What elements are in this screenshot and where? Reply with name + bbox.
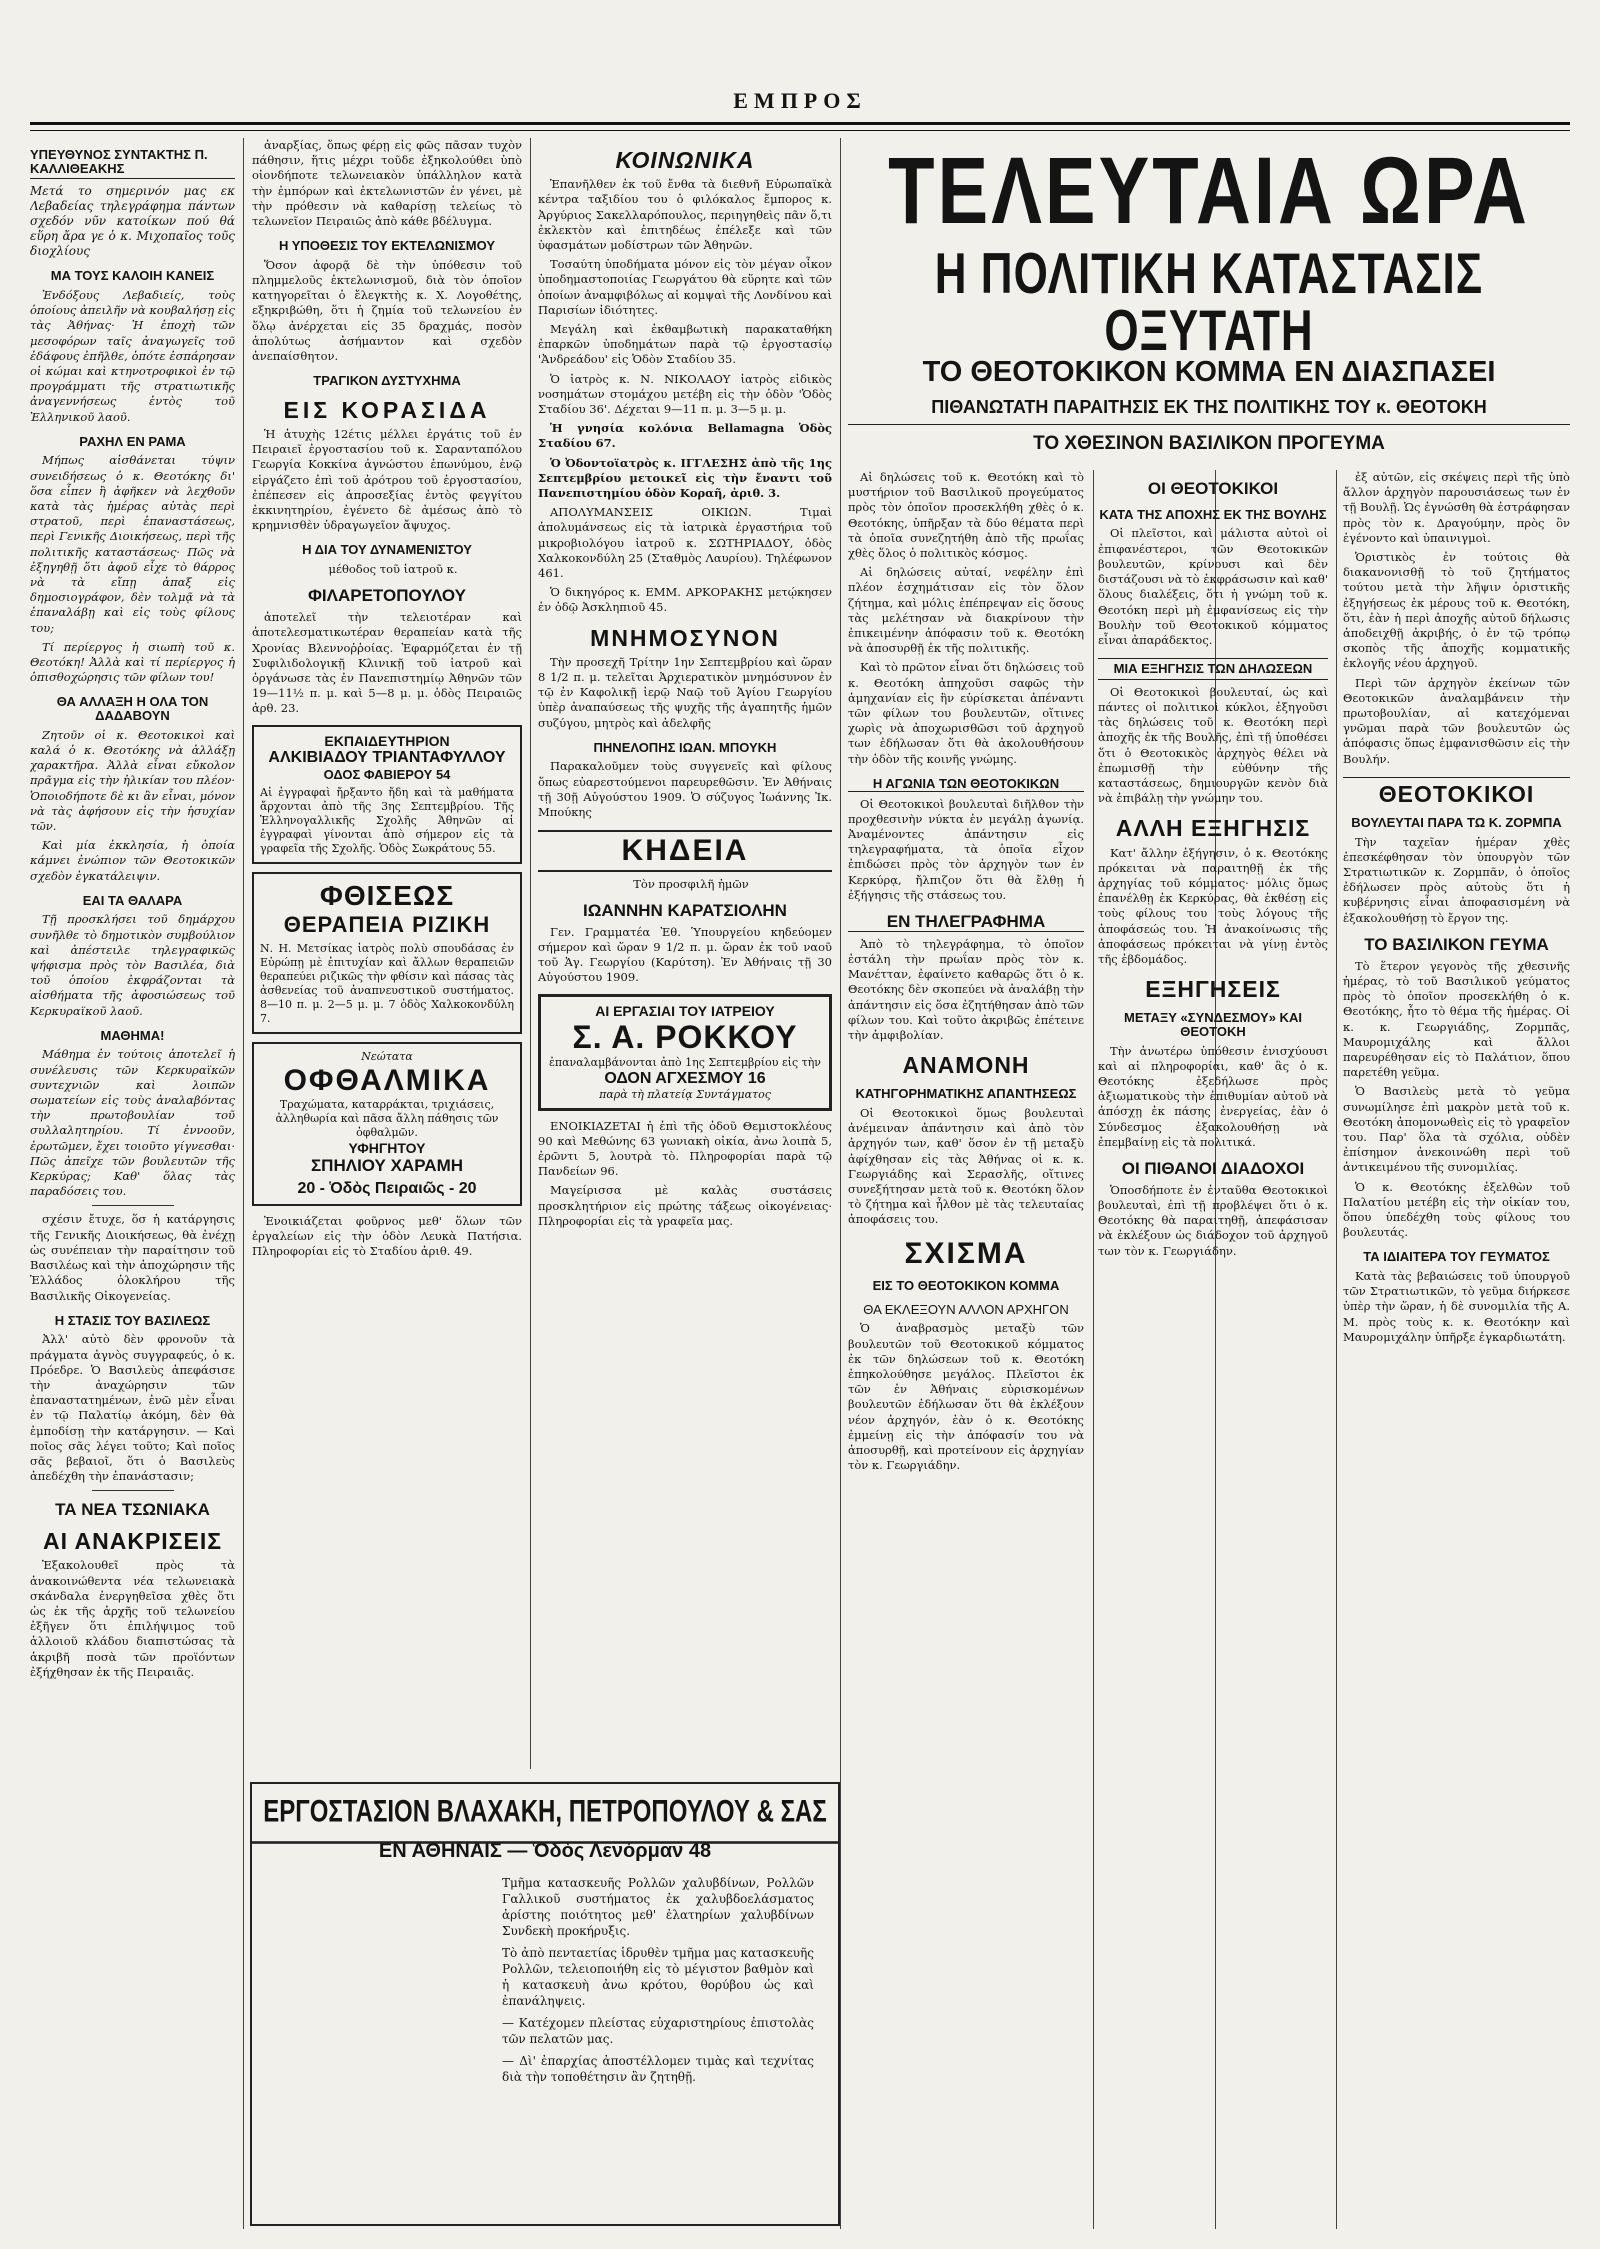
ad-address: ΟΔΟΝ ΑΓΧΕΣΜΟΥ 16 [604, 1069, 766, 1087]
article-text: ΑΠΟΛΥΜΑΝΣΕΙΣ ΟΙΚΙΩΝ. Τιμαὶ ἀπολυμάνσεως εἰς τὰ ἰατρικὰ ἐργαστήρια τοῦ μικροβιολόγου ἰατροῦ κ. ΣΩΤΗΡΙΑΔΟΥ, ὁδὸς Χαλκοκονδύλη 25 (Σταθμὸς Λαυρίου). Τηλέφωνον 461. [538, 505, 832, 581]
factory-ad [250, 1782, 840, 2226]
article-text: Τῇ προσκλήσει τοῦ δημάρχου συνῆλθε τὸ δημοτικὸν συμβούλιον καὶ ἀπέστειλε τηλεγραφικῶς ψήφισμα πρὸς τὸν Βασιλέα, διὰ τοῦ ὁποίου ἐκφράζονται τὰ αἰσθήματα τῆς ἀφοσιώσεως τοῦ Κερκυραϊκοῦ λαοῦ. [30, 912, 235, 1018]
column-1 [30, 138, 235, 2229]
column-divider [840, 138, 841, 2229]
article-text: Τὸν προσφιλῆ ἡμῶν [633, 876, 749, 891]
article-text: Οἱ Θεοτοκικοὶ ὅμως βουλευταὶ ἀνέμειναν ἀπάντησιν καὶ ἀπὸ τὸν ἀρχηγόν των, καθ' ὅσον ἐν τῇ μεταξὺ ἀφίχθησαν εἰς τὰς Ἀθήνας οἱ κ. κ. Γεωργιάδης καὶ Σερασλῆς, οἵτινες συνεξήτησαν μετὰ τοῦ κ. Θεοτόκη ὅλον τὸ ζήτημα καὶ ἦλθον μὲ τὰς τελευταίας ἀποφάσεις του. [848, 1105, 1084, 1227]
article-text: μέθοδος τοῦ ἰατροῦ κ. [328, 562, 458, 577]
section-heading: ΤΑ ΙΔΙΑΙΤΕΡΑ ΤΟΥ ΓΕΥΜΑΤΟΣ [1363, 1249, 1550, 1265]
section-heading: ΕΙΣ ΤΟ ΘΕΟΤΟΚΙΚΟΝ ΚΟΜΜΑ [872, 1278, 1060, 1294]
ad-note: παρὰ τὴ πλατείᾳ Συντάγματος [599, 1087, 771, 1101]
column-divider [243, 138, 244, 2229]
article-text: Ἐξακολουθεῖ πρὸς τὰ ἀνακοινώθεντα νέα τελωνειακὰ σκάνδαλα ἐνεργηθεῖσα χθὲς ὅτι ὡς ἐκ τῆς ἀρχῆς τοῦ τελωνείου ἐξῆγεν ὅτι ἐπιλήψιμος τοῦ ἀλλοιοῦ κλάδου διαπιστώσας τὰ ἀκριβῆ ποσὰ τῶν προϊόντων ἐξήχθησαν ἐκ τῆς Πειραιᾶς. [30, 1558, 235, 1679]
article-text: ἀναρξίας, ὅπως φέρῃ εἰς φῶς πᾶσαν τυχὸν πάθησιν, ἥτις μέχρι τοῦδε ἐξηκολούθει ὑπὸ οἰονδήποτε τελωνειακὸν ὑπάλληλον κατὰ τὴν ἐμπόρων καὶ ἐκτελωνιστῶν ἐν γένει, μὲ τὴν πρόθεσιν νὰ καθαρίσῃ τελείως τὸ τελωνεῖον Πειραιῶς ἀπὸ κάθε βδέλυγμα. [252, 138, 522, 229]
article-text: Τοσαύτη ὑποδήματα μόνον εἰς τὸν μέγαν οἶκον ὑποδημαστοποιίας Γεωργάτου θὰ εὕρητε καὶ τῶν ὁποίων ἀναμφιβόλως αἱ κομψαὶ τῆς Λονδίνου καὶ Παρισίων ἰδιότητες. [538, 257, 832, 317]
article-text: Ὁ Ὀδοντοϊατρὸς κ. ΙΓΓΛΕΣΗΣ ἀπὸ τῆς 1ης Σεπτεμβρίου μετοικεῖ εἰς τὴν ἔναντι τοῦ Πανεπιστημίου ὁδὸν Κοραῆ, ἀριθ. 3. [538, 455, 832, 500]
section-heading: Η ΥΠΟΘΕΣΙΣ ΤΟΥ ΕΚΤΕΛΩΝΙΣΜΟΥ [278, 238, 496, 254]
phthisis-ad [252, 872, 522, 1034]
section-heading: ΒΟΥΛΕΥΤΑΙ ΠΑΡΑ ΤΩ Κ. ΖΟΡΜΠΑ [1351, 815, 1562, 830]
article-text: Ὁ δικηγόρος κ. ΕΜΜ. ΑΡΚΟΡΑΚΗΣ μετῴκησεν ἐν ὁδῷ Ἀσκληπιοῦ 45. [538, 585, 832, 615]
section-heading: ΚΟΙΝΩΝΙΚΑ [615, 147, 755, 173]
section-heading: ΚΑΤΗΓΟΡΗΜΑΤΙΚΗΣ ΑΠΑΝΤΗΣΕΩΣ [855, 1086, 1077, 1102]
article-text: Ἐνοικιάζεται φοῦρνος μεθ' ὅλων τῶν ἐργαλείων εἰς τὴν ὁδὸν Λευκὰ Πατήσια. Πληροφορίαι εἰς τὸ Σταδίου ἀριθ. 49. [252, 1213, 522, 1258]
article-text: Ἀπὸ τὸ τηλεγράφημα, τὸ ὁποῖον ἐστάλη τὴν πρωΐαν πρὸς τὸν κ. Μανέτταν, ἐφαίνετο καθαρῶς ὅτι ὁ κ. Θεοτόκης δὲν σκοπεύει νὰ ἀναλάβῃ τὴν ἀπάντησιν εἰς ὅσα ἐζητήθησαν ἀπὸ τῶν φίλων του. Καὶ τοῦτο ἀκριβῶς ἐπέτεινε τὴν ἀμφιβολίαν. [848, 936, 1084, 1042]
banner-subheadline: ΠΙΘΑΝΩΤΑΤΗ ΠΑΡΑΙΤΗΣΙΣ ΕΚ ΤΗΣ ΠΟΛΙΤΙΚΗΣ ΤΟΥ κ. ΘΕΟΤΟΚΗ [848, 397, 1570, 425]
divider [92, 1205, 174, 1206]
column-3 [538, 138, 832, 1769]
article-text: Ὁ κ. Θεοτόκης ἐξελθὼν τοῦ Παλατίου μετέβη εἰς τὴν οἰκίαν του, ὅπου ὑπεδέχθη τοὺς φίλους του βουλευτάς. [1343, 1179, 1570, 1240]
ad-subtitle: ΕΝ ΑΘΗΝΑΙΣ — Ὁδὸς Λενόρμαν 48 [378, 1840, 712, 1862]
ad-text: Ν. Η. Μετσίκας ἰατρὸς πολὺ σπουδάσας ἐν Εὐρώπῃ μὲ ἐπιτυχίαν καὶ ἄλλων θεραπειῶν θεραπεύει ριζικῶς τὴν φθίσιν καὶ πάσας τὰς ἀσθενείας τοῦ ἀναπνευστικοῦ συστήματος. 8—10 π. μ. 2—5 μ. μ. 7 ὁδὸς Χαλκοκονδύλη 7. [260, 941, 514, 1025]
article-text: Ἀλλ' αὐτὸ δὲν φρονοῦν τὰ πράγματα ἀγνὸς συγγραφεύς, ὁ κ. Πρόεδρε. Ὁ Βασιλεὺς ἀπεφάσισε τὴν ἀναχώρησιν τῶν ἐπαναστατημένων, ἐνῶ μὲν εἶναι ἐν τῷ Παλατίῳ ἀκόμη, δὲν θὰ ἐμποδίσῃ τὴν κατάργησιν. — Καὶ ποῖος σᾶς λέγει τοῦτο; Καὶ ποῖος σᾶς βεβαιοῖ, ὅτι ὁ Βασιλεὺς ἀπεδέχθη τὴν ἐπανάστασιν; [30, 1332, 235, 1484]
article-text: Αἱ δηλώσεις τοῦ κ. Θεοτόκη καὶ τὸ μυστήριον τοῦ Βασιλικοῦ προγεύματος πρὸς τὸν ὁποῖον προσεκλήθη χθὲς ὁ κ. Θεοτόκης, ὑπῆρξαν τὰ δύο θέματα περὶ τὰ ὁποῖα συνεζητήθη ἀπὸ τῆς πρωΐας χθὲς ὅλος ὁ πολιτικὸς κόσμος. [848, 470, 1084, 561]
article-text: Τὴν προσεχῆ Τρίτην 1ην Σεπτεμβρίου καὶ ὥραν 8 1/2 π. μ. τελεῖται Ἀρχιερατικὸν μνημόσυνον ἐν τῷ ἐν Καφολικῇ ἱερῷ Ναῷ τοῦ Ἁγίου Γεωργίου ὑπὲρ ἀναπαύσεως τῆς ψυχῆς τῆς ἀγαπητῆς ἡμῶν συζύγου, μητρὸς καὶ ἀδελφῆς [538, 654, 832, 730]
main-column-2 [1098, 470, 1328, 2229]
ad-title: ΑΙ ΕΡΓΑΣΙΑΙ ΤΟΥ ΙΑΤΡΕΙΟΥ [595, 1002, 775, 1019]
section-heading: ΑΝΑΜΟΝΗ [902, 1052, 1030, 1079]
article-text: Ὅσον ἀφορᾷ δὲ τὴν ὑπόθεσιν τοῦ πλημμελοῦς ἐκτελωνισμοῦ, διὰ τὸν ὁποῖον κατηγορεῖται ὁ ἔλεγκτὴς κ. Χ. Λογοθέτης, εξηκριβώθη, ὅτι ἡ ζημία τοῦ τελωνείου ἐν ὅλῳ ἀνέρχεται εἰς 35 δραχμάς, ποσὸν ἀπολύτως ἀσήμαντον καὶ σχεδὸν ἀνεπαίσθητον. [252, 257, 522, 364]
article-text: Μάθημα ἐν τούτοις ἀποτελεῖ ἡ συνέλευσις τῶν Κερκυραϊκῶν συντεχνιῶν καὶ λοιπῶν σωματείων εἰς τοὺς ἀναλαβόντας τὴν πρωτοβουλίαν τοῦ συλλαλητηρίου. Τί ἐννοοῦν, ἐρωτῶμεν, ἔχει τοιοῦτο γίγνεσθαι· Πῶς ἀπεῖχε τῶν βουλευτῶν τῆς Κερκύρας; Καθ' ὅλας τὰς παραδόσεις του. [30, 1047, 235, 1199]
article-text: Μήπως αἰσθάνεται τύψιν συνειδήσεως ὁ κ. Θεοτόκης δι' ὅσα εἶπεν ἢ ἀφῆκεν νὰ λεχθοῦν κατὰ τὰς ἡμέρας αὐτὰς περὶ στρατοῦ, περὶ ἐπαναστάσεως, περὶ Γενικῆς Διοικήσεως, περὶ τῆς πολιτικῆς καταστάσεως· Πῶς νὰ ἐξηγηθῇ ὅτι ἀφοῦ εἶχε τὸ θάρρος νὰ τὰ εἴπῃ ἁπαξ εἰς δημοσιογράφον, δὲν τολμᾷ νὰ τὰ ἐπαναλάβῃ καὶ εἰς τοὺς φίλους του; [30, 453, 235, 635]
editor-line: ΥΠΕΥΘΥΝΟΣ ΣΥΝΤΑΚΤΗΣ Π. ΚΑΛΛΙΘΕΑΚΗΣ [30, 148, 235, 179]
section-heading: ΘΑ ΕΚΛΕΞΟΥΝ ΑΛΛΟΝ ΑΡΧΗΓΟΝ [863, 1301, 1069, 1317]
ad-title: ΕΡΓΟΣΤΑΣΙΟΝ ΒΛΑΧΑΚΗ, ΠΕΤΡΟΠΟΥΛΟΥ & ΣΑΣ [252, 1784, 838, 1844]
article-text: Οἱ Θεοτοκικοὶ βουλευταὶ διῆλθον τὴν προχθεσινὴν νύκτα ἐν μεγάλῃ ἀγωνίᾳ. Ἀναμένοντες ἀπάντησιν εἰς τηλεγραφήματα, τὰ ὁποῖα εἶχον ἐπιδώσει πρὸς τὸν ἀρχηγὸν των ἐν Κερκύρᾳ, ἤλπιζον ὅτι θὰ ἔλθῃ ἡ ἐξήγησις τῆς στάσεως του. [848, 796, 1084, 902]
main-columns [848, 470, 1570, 2229]
name-line: ΙΩΑΝΝΗΝ ΚΑΡΑΤΣΙΟΛΗΝ [583, 900, 787, 920]
banner-headline: Η ΠΟΛΙΤΙΚΗ ΚΑΤΑΣΤΑΣΙΣ ΟΞΥΤΑΤΗ [934, 242, 1484, 363]
article-text: Ὁποσδήποτε ἐν ἐνταῦθα Θεοτοκικοὶ βουλευταὶ, ἐπὶ τῇ προβλέψει ὅτι ὁ κ. Θεοτόκης θὰ παραιτηθῇ, ἀπεφάσισαν νὰ ἐκλέξουν ὡς διάδοχον τοῦ ἀρχηγοῦ των τὸν κ. Γεωργιάδην. [1098, 1182, 1328, 1258]
article-text: Μεγάλη καὶ ἐκθαμβωτικὴ παρακαταθήκη ἐπαρκῶν ὑποδημάτων παρὰ τῷ ἐργοστασίῳ 'Ἀνδρεάδου' εἰς Ὁδὸν Σταδίου 35. [538, 321, 832, 367]
ad-name: Σ. Α. ΡΟΚΚΟΥ [572, 1018, 798, 1055]
ad-name: ΥΦΗΓΗΤΟΥ [348, 1139, 426, 1156]
article-text: ἀποτελεῖ τὴν τελειοτέραν καὶ ἀποτελεσματικωτέραν θεραπείαν κατὰ τῆς Χρονίας Βλεννοῤῥοίας. Ἐφαρμόζεται ἐν τῇ Συφιλιδολογικῇ Κλινικῇ τοῦ ἰατροῦ καὶ ὀργάνωσε τὰς ἐν Πανεπιστημίῳ Ἀθηνῶν τῶν 19—11½ π. μ. καὶ 5—8 μ. μ. ὁδὸς Πειραιῶς ἀρθ. 23. [252, 610, 522, 716]
article-text: Καὶ μία ἐκκλησία, ἡ ὁποία κάμνει ἐνώπιον τῶν Θεοτοκικῶν σχεδὸν ἐγκατάλειψιν. [30, 838, 235, 883]
masthead-rule [30, 122, 1570, 125]
section-heading: ΤΡΑΓΙΚΟΝ ΔΥΣΤΥΧΗΜΑ [313, 373, 461, 389]
banner-subheadline: ΤΟ ΧΘΕΣΙΝΟΝ ΒΑΣΙΛΙΚΟΝ ΠΡΟΓΕΥΜΑ [1033, 433, 1385, 454]
ad-text: Τμῆμα κατασκευῆς Ρολλῶν χαλυβδίνων, Ρολλῶν Γαλλικοῦ συστήματος ἐκ χαλυβδοελάσματος ἀρίστης ποιότητος μεθ' ἐλατηρίων χαλυβδίνων Συνδεκὴ προκήρυξις. [502, 1876, 814, 1938]
article-text: Τὴν ταχεῖαν ἡμέραν χθὲς ἐπεσκέφθησαν τὸν ὑπουργὸν τῶν Στρατιωτικῶν κ. Ζορμπᾶν, ὁ ὁποῖος ἐδήλωσεν πρὸς αὐτοὺς ὅτι ἡ κυβέρνησις εἶναι ἀποφασισμένη νὰ ἐξακολουθήσῃ τὸ ἔργον της. [1343, 834, 1570, 925]
main-column-3 [1336, 470, 1570, 2229]
column-divider [530, 138, 531, 1769]
section-heading: ΕΞΗΓΗΣΕΙΣ [1145, 976, 1281, 1003]
article-text: Αἱ δηλώσεις αὐταί, νεφέλην ἐπὶ πλέον ἐσχημάτισαν εἰς τὸν ὅλον ζήτημα, καὶ μόλις ἐπέπρεψαν εἰς ὅσους τὰς μελέτησαν νὰ διακρίνουν τὴν ἐπικειμένην ἀπόφασιν τοῦ κ. Θεοτόκη νὰ ἀποσυρθῇ ἐκ τῆς πολιτικῆς. [848, 565, 1084, 656]
masthead: ΕΜΠΡΟΣ [733, 88, 867, 113]
ad-title: ΦΘΙΣΕΩΣ [319, 879, 455, 911]
ad-text: Τὸ ἀπὸ πενταετίας ἱδρυθὲν τμῆμα μας κατασκευῆς Ρολλῶν, τελειοποιήθη εἰς τὸ μέγιστον βαθμὸν καὶ ἡ κατασκευὴ ἀνω κρότου, θορύβου ὡς καὶ ἐπανάληψεις. [502, 1946, 814, 2008]
article-text: σχέσιν ἔτυχε, ὅσ ἡ κατάργησις τῆς Γενικῆς Διοικήσεως, θὰ ἐνέχῃ ὡς συνέπειαν τὴν παραίτησιν τοῦ Βασιλέως καὶ τὴν ἀποχώρησιν τῆς Ἐλλάδος ὁλοκλήρου τῆς Βασιλικῆς Οἰκογενείας. [30, 1212, 235, 1303]
section-heading: ΑΙ ΑΝΑΚΡΙΣΕΙΣ [42, 1528, 223, 1555]
main-headline-block [848, 138, 1570, 470]
ad-text: Αἱ ἐγγραφαὶ ἤρξαντο ἤδη καὶ τὰ μαθήματα ἄρχονται ἀπὸ τῆς 3ης Σεπτεμβρίου. Τῆς Ἑλληνογαλλικῆς Σχολῆς Ἀθηνῶν αἱ ἐγγραφαὶ γίνονται ἀπὸ σήμερον εἰς τὰ γραφεῖα τῆς Σχολῆς. Ὁδὸς Σωκράτους 55. [260, 785, 514, 855]
section-heading: Η ΣΤΑΣΙΣ ΤΟΥ ΒΑΣΙΛΕΩΣ [54, 1312, 211, 1328]
article-text: Περὶ τῶν ἀρχηγὸν ἐκείνων τῶν Θεοτοκικῶν ἀναλαμβάνειν τὴν πρωτοβουλίαν, αἱ κατεχόμεναι γνῶμαι παρὰ τῶν βουλευτῶν ὡς ἀπόφασις ὅπως ἐμφανισθῶσιν εἰς τὴν Βουλήν. [1343, 675, 1570, 766]
article-text: Ἡ γνησία κολόνια Bellamagna Ὁδὸς Σταδίου 67. [538, 421, 832, 451]
article-text: Οἱ πλεῖστοι, καὶ μάλιστα αὐτοὶ οἱ ἐπιφανέστεροι, τῶν Θεοτοκικῶν βουλευτῶν, κρίνουσι καὶ δὲν διστάζουσι νὰ τὸ ἐκφράσωσιν καὶ καθ' ὅλους διαλέξεις, ὅτι ἡ γνώμη τοῦ κ. Θεοτόκη περὶ μὴ ἐμφανίσεως εἰς τὴν Βουλὴν τοῦ Θεοτοκικοῦ κόμματος εἶναι ἀπαράδεκτος. [1098, 526, 1328, 647]
ad-title: ΕΚΠΑΙΔΕΥΤΗΡΙΟΝ [324, 732, 450, 749]
section-heading: ΟΙ ΘΕΟΤΟΚΙΚΟΙ [1147, 479, 1279, 498]
clinic-ad [538, 994, 832, 1111]
section-heading: ΜΑ ΤΟΥΣ ΚΑΛΟΙΗ ΚΑΝΕΙΣ [50, 268, 215, 284]
section-heading: ΑΛΛΗ ΕΞΗΓΗΣΙΣ [1115, 815, 1311, 842]
column-2 [252, 138, 522, 1769]
name-line: ΠΗΝΕΛΟΠΗΣ ΙΩΑΝ. ΜΠΟΥΚΗ [593, 739, 777, 755]
section-heading: ΕΝ ΤΗΛΕΓΡΑΦΗΜΑ [848, 913, 1084, 932]
section-heading: ΣΧΙΣΜΑ [904, 1236, 1028, 1270]
main-column-1 [848, 470, 1084, 2229]
ad-text: — Κατέχομεν πλείστας εὐχαριστηρίους ἐπιστολὰς τῶν πελατῶν μας. [502, 2016, 814, 2046]
article-text: Ἐπανῆλθεν ἐκ τοῦ ἔνθα τὰ διεθνῆ Εὐρωπαϊκὰ κέντρα ταξιδίου του ὁ φιλόκαλος ἔμπορος κ. Ἀργύριος Σακελλαρόπουλος, περιηγηθεὶς πᾶν ὅ,τι ἐκλεκτὸν καὶ ἐπιτηδέως ἐπέλεξε καὶ τῶν ὑφασμάτων μοδίστρων τῶν Ἀθηνῶν. [538, 177, 832, 252]
section-heading: ΜΕΤΑΞΥ «ΣΥΝΔΕΣΜΟΥ» ΚΑΙ ΘΕΟΤΟΚΗ [1124, 1010, 1302, 1039]
article-text: ΕΝΟΙΚΙΑΖΕΤΑΙ ἡ ἐπὶ τῆς ὁδοῦ Θεμιστοκλέους 90 καὶ Μεθώνης 63 γωνιακὴ οἰκία, ἀνω λοιπὰ 5, ἐρῶντι 5, λουτρὰ τὸ. Πληροφορίαι παρὰ τῷ Πανδείων 96. [538, 1118, 832, 1179]
article-text: Γεν. Γραμματέα Ἐθ. Ὑπουργείου κηδεύομεν σήμερον καὶ ὥραν 9 1/2 π. μ. ὥραν ἐκ τοῦ ναοῦ τοῦ Ἁγ. Γεωργίου (Καρύτση). Ἐν Ἀθήναις τῇ 30 Αὐγούστου 1909. [538, 924, 832, 985]
article-text: Οἱ Θεοτοκικοὶ βουλευταί, ὡς καὶ πάντες οἱ πολιτικοὶ κύκλοι, ἐξηγοῦσι τὰς δηλώσεις τοῦ κ. Θεοτόκη περὶ ἀποχῆς ἐκ τῆς Βουλῆς, ἐπὶ τῇ ὑποθέσει ὅτι ὁ Θεοτοκικὸς ἀρχηγὸς θέλει νὰ ἐπωμισθῇ τὴν εὐθύνην τῆς καταστάσεως, δημιουργῶν κενὸν διὰ νὰ ἐπιβάλῃ τὴν γνώμην του. [1098, 684, 1328, 806]
ad-name: ΑΛΚΙΒΙΑΔΟΥ ΤΡΙΑΝΤΑΦΥΛΛΟΥ [268, 748, 506, 766]
ad-title: ΟΦΘΑΛΜΙΚΑ [283, 1063, 491, 1097]
article-text: Μετά το σημερινόν μας εκ Λεβαδείας τηλεγράφημα πάντων σχεδόν νῦν κατοίκων πού θά εὕρη ἄρα γε ὁ κ. Μιχοπαῖος τοῦς διοχλίους [30, 184, 235, 259]
school-ad [252, 725, 522, 864]
section-heading: ΜΑΘΗΜΑ! [100, 1027, 165, 1043]
section-heading: ΤΟ ΒΑΣΙΛΙΚΟΝ ΓΕΥΜΑ [1364, 934, 1549, 954]
section-heading: ΘΕΟΤΟΚΙΚΟΙ [1343, 777, 1570, 806]
divider [92, 1490, 174, 1491]
section-heading: Η ΑΓΩΝΙΑ ΤΩΝ ΘΕΟΤΟΚΙΚΩΝ [848, 777, 1084, 792]
section-heading: Η ΔΙΑ ΤΟΥ ΔΥΝΑΜΕΝΙΣΤΟΥ [302, 542, 472, 558]
section-heading: ΦΙΛΑΡΕΤΟΠΟΥΛΟΥ [307, 586, 467, 606]
article-text: ἐξ αὐτῶν, εἰς σκέψεις περὶ τῆς ὑπὸ ἄλλον ἀρχηγὸν παρουσιάσεως των ἐν τῇ Βουλῇ. Ὡς ἐγνώσθη θὰ ἐστράφησαν πρὸς τὸν κ. Δραγούμην, πρὸς ὃν ἐγένοντο καὶ ὑπαινιγμοὶ. [1343, 470, 1570, 545]
ophthalmic-ad [252, 1042, 522, 1206]
article-text: Τὸ ἕτερον γεγονὸς τῆς χθεσινῆς ἡμέρας, τὸ τοῦ Βασιλικοῦ γεύματος πρὸς τὸ ὁποῖον προσεκλήθη ὁ κ. Θεοτόκης, ἦτο τὸ θέμα τῆς ἡμέρας. Οἱ κ. κ. Γεωργιάδης, Ζορμπᾶς, Μαυρομιχάλης καὶ ἄλλοι παρευρέθησαν εἰς τὸ Παλάτιον, ὅπου παρετέθη γεῦμα. [1343, 958, 1570, 1080]
article-text: Ὁριστικὸς ἐν τούτοις θὰ διακανονισθῇ τὸ τοῦ ζητήματος τούτου μετὰ τὴν λῆψιν ὁριστικῆς ἐξηγήσεως ἐκ μέρους τοῦ κ. Θεοτόκη, ὅτι, ἐὰν ἡ περὶ ἀποχῆς αὐτοῦ δήλωσις ἀποδειχθῇ ἀκριβής, ὁ ἐν τῷ τρόπῳ σκοπὸς τῆς ἀποχῆς κομματικῆς ἐκλογῆς νέου ἀρχηγοῦ. [1343, 550, 1570, 671]
article-text: Τί περίεργος ἡ σιωπὴ τοῦ κ. Θεοτόκη! Ἀλλὰ καὶ τί περίεργος ἡ ὁπισθοχώρησις τῶν φίλων του! [30, 639, 235, 685]
article-text: Παρακαλοῦμεν τοὺς συγγενεῖς καὶ φίλους ὅπως εὐαρεστούμενοι παρευρεθῶσιν. Ἐν Ἀθήναις τῇ 30ῇ Αὐγούστου 1909. Ὁ σύζυγος Ἰωάννης Ἰκ. Μπούκης [538, 759, 832, 820]
masthead-rule-thin [30, 130, 1570, 131]
ad-address: 20 - Ὁδὸς Πειραιῶς - 20 [297, 1179, 477, 1197]
ad-address: ΟΔΟΣ ΦΑΒΙΕΡΟΥ 54 [323, 766, 451, 782]
ad-text: Τραχώματα, καταρράκται, τριχιάσεις, ἀλληθωρία καὶ πᾶσα ἄλλη πάθησις τῶν ὀφθαλμῶν. [275, 1097, 499, 1139]
article-text: Κατ' ἄλλην ἐξήγησιν, ὁ κ. Θεοτόκης πρόκειται νὰ παραιτηθῇ ἐκ τῆς ἀρχηγίας τοῦ κόμματος· μόλις ὅμως ἐπανέλθῃ ἐκ Κερκύρας, θὰ ἐκθέσῃ εἰς τοὺς φίλους του τοὺς λόγους τῆς ἀποφάσεώς του. Ἡ ἀνακοίνωσις τῆς ἀποφάσεως πρόκειται νὰ γίνῃ ἐντὸς τῆς ἑβδομάδος. [1098, 845, 1328, 966]
ad-text: ἐπαναλαμβάνονται ἀπὸ 1ης Σεπτεμβρίου εἰς τὴν [549, 1055, 821, 1069]
section-heading: ΚΗΔΕΙΑ [538, 830, 832, 872]
section-heading: ΚΑΤΑ ΤΗΣ ΑΠΟΧΗΣ ΕΚ ΤΗΣ ΒΟΥΛΗΣ [1099, 506, 1327, 522]
section-heading: ΟΙ ΠΙΘΑΝΟΙ ΔΙΑΔΟΧΟΙ [1121, 1158, 1305, 1178]
article-text: Ἐνδόξους Λεβαδιείς, τοὺς ὁποίους ἀπειλῆν νὰ κουβαλήσῃ εἰς τὰς Ἀθήνας· Ἡ ἐποχὴ τῶν μεσοφόρων ταῖς ἀναγωγεῖς τοῦ ἐδάφους ἐπῆλθε, ὁπότε ἐσπάρησαν οἱ κώμαι καὶ κτηνοτροφικοὶ ἐν τῷ προγράμματι τῆς στρατιωτικῆς ἀναγεννήσεως ἐντὸς τοῦ Ἐλληνικοῦ λαοῦ. [30, 287, 235, 424]
article-text: Κατὰ τὰς βεβαιώσεις τοῦ ὑπουργοῦ τῶν Στρατιωτικῶν, τὸ γεῦμα διήρκεσε ὑπὲρ τὴν ὥραν, ἡ δὲ συνομιλία τῆς Α. Μ. πρὸς τοὺς κ. κ. Θεοτόκην καὶ Μαυρομιχάλην ὑπῆρξε ἐγκαρδιωτάτη. [1343, 1269, 1570, 1344]
banner-subheadline: ΤΟ ΘΕΟΤΟΚΙΚΟΝ ΚΟΜΜΑ ΕΝ ΔΙΑΣΠΑΣΕΙ [922, 356, 1496, 388]
article-text: Ἡ ἀτυχὴς 12έτις μέλλει ἐργάτις τοῦ ἐν Πειραιεῖ ἐργοστασίου τοῦ κ. Σαρανταπόλου Γεωργία Κοκκίνα ἀγνώστου ἐπωνύμου, ἐνῷ εἰργάζετο ἐπὶ τοῦ ἀρότρου τοῦ ἐργοστασίου, ἐπέπεσεν εἰς ἀπροσεξίας ἐντὸς φεγγίτου ἐκκινητηρίου, ἐγένετο δὲ ἀμέσως ἀπὸ τὸ κρημνισθὲν ὑδραγωγεῖον ἄψυχος. [252, 427, 522, 533]
ad-text: — Δὶ' ἐπαρχίας ἀποστέλλομεν τιμὰς καὶ τεχνίτας διὰ τὴν τοποθέτησιν ἂν ζητηθῇ. [502, 2054, 814, 2084]
section-heading: ΡΑΧΗΛ ΕΝ ΡΑΜΑ [79, 433, 186, 449]
section-heading: ΤΑ ΝΕΑ ΤΣΩΝΙΑΚΑ [55, 1500, 210, 1520]
ad-name: ΣΠΗΛΙΟΥ ΧΑΡΑΜΗ [310, 1155, 464, 1175]
section-heading: ΜΙΑ ΕΞΗΓΗΣΙΣ ΤΩΝ ΔΗΛΩΣΕΩΝ [1098, 658, 1328, 680]
article-text: Καὶ τὸ πρῶτον εἶναι ὅτι δηλώσεις τοῦ κ. Θεοτόκη ἀπηχοῦσι σαφῶς τὴν ἀμηχανίαν εἰς ἣν εὑρίσκεται ἀπέναντι τῶν φίλων του βουλευτῶν, οἵτινες χωρὶς νὰ ἀποχωρισθῶσι τοῦ ἀρχηγοῦ των ἐδήλωσαν ὅτι θὰ ἀκολουθήσουν τὴν ὁδὸν τῆς κοινῆς γνώμης. [848, 660, 1084, 766]
article-text: Μαγείρισσα μὲ καλὰς συστάσεις προσκλητήριον εἰς πρώτης τάξεως οἰκογένειας· Πληροφορίαι εἰς τὰ γραφεῖα μας. [538, 1183, 832, 1228]
article-text: Ὁ Βασιλεὺς μετὰ τὸ γεῦμα συνωμίλησε ἐπὶ μακρὸν μετὰ τοῦ κ. Θεοτόκη ἀπομονωθεὶς εἰς τὸ γραφεῖον του. Παρ' ὅλα τὰ σχόλια, οὐδὲν ἐπίσημον ἀνεκοινώθη περὶ τοῦ ἀντικειμένου τῆς συνομιλίας. [1343, 1084, 1570, 1175]
section-heading: ΜΝΗΜΟΣΥΝΟΝ [590, 624, 780, 651]
ad-kicker: Νεώτατα [361, 1049, 413, 1063]
article-text: Τὴν ἀνωτέρω ὑπόθεσιν ἐνισχύουσι καὶ αἱ πληροφορίαι, καθ' ἃς ὁ κ. Θεοτόκης ἐξεδήλωσε πρὸς ἀξιωματικοὺς τὴν ἐπιθυμίαν αὐτοῦ νὰ ἀπόσχῃ ἐκ πάσης ἐνεργείας, ἐὰν ὁ Σύνδεσμος ἐξακολουθήσῃ νὰ ἐπεμβαίνῃ εἰς τὰ πολιτικά. [1098, 1043, 1328, 1149]
article-text: Ὁ ἀναβρασμὸς μεταξὺ τῶν βουλευτῶν τοῦ Θεοτοκικοῦ κόμματος ἐκ τῶν δηλώσεων τοῦ κ. Θεοτόκη ἐπηκολούθησε μεγάλος. Πλεῖστοι ἐκ τῶν ἐν Ἀθήναις εὑρισκομένων βουλευτῶν ἐδήλωσαν ὅτι θὰ ἐκλέξουν νέον ἀρχηγόν, ἐὰν ὁ κ. Θεοτόκης ἐμμείνῃ εἰς τὴν ἀπόφασίν του νὰ ἀποσυρθῇ, καὶ προτείνουν εἰς ἀρχηγίαν τὸν κ. Γεωργιάδην. [848, 1321, 1084, 1473]
banner-headline: ΤΕΛΕΥΤΑΙΑ ΩΡΑ [888, 138, 1530, 244]
section-heading: ΕΙΣ ΚΟΡΑΣΙΔΑ [283, 396, 491, 423]
article-text: Ζητοῦν οἱ κ. Θεοτοκικοὶ καὶ καλά ὁ κ. Θεοτόκης νὰ ἀλλάξῃ χαρακτῆρα. Ἀλλὰ εἶναι εὔκολον πρᾶγμα εἰς τὴν ἡλικίαν του πλέον· Ὁποιοδήποτε δὲ κι ἂν εἶναι, μόνον νὰ τὰς ἀφήσουν εἰς τὴν ἡσυχίαν τῶν. [30, 727, 235, 833]
section-heading: ΘΑ ΑΛΛΑΞΗ Η ΟΛΑ ΤΟΝ ΔΑΔΑΒΟΥΝ [56, 694, 209, 724]
ad-subtitle: ΘΕΡΑΠΕΙΑ ΡΙΖΙΚΗ [283, 911, 491, 937]
article-text: Ὁ ἰατρὸς κ. Ν. ΝΙΚΟΛΑΟΥ ἰατρὸς εἰδικὸς νοσημάτων στομάχου μετέβη εἰς τὴν ὁδὸν 'Ὁδὸς Σταδίου 36'. Δέχεται 9—11 π. μ. 3—5 μ. μ. [538, 371, 832, 416]
section-heading: ΕΑΙ ΤΑ ΘΑΛΑΡΑ [82, 892, 183, 908]
